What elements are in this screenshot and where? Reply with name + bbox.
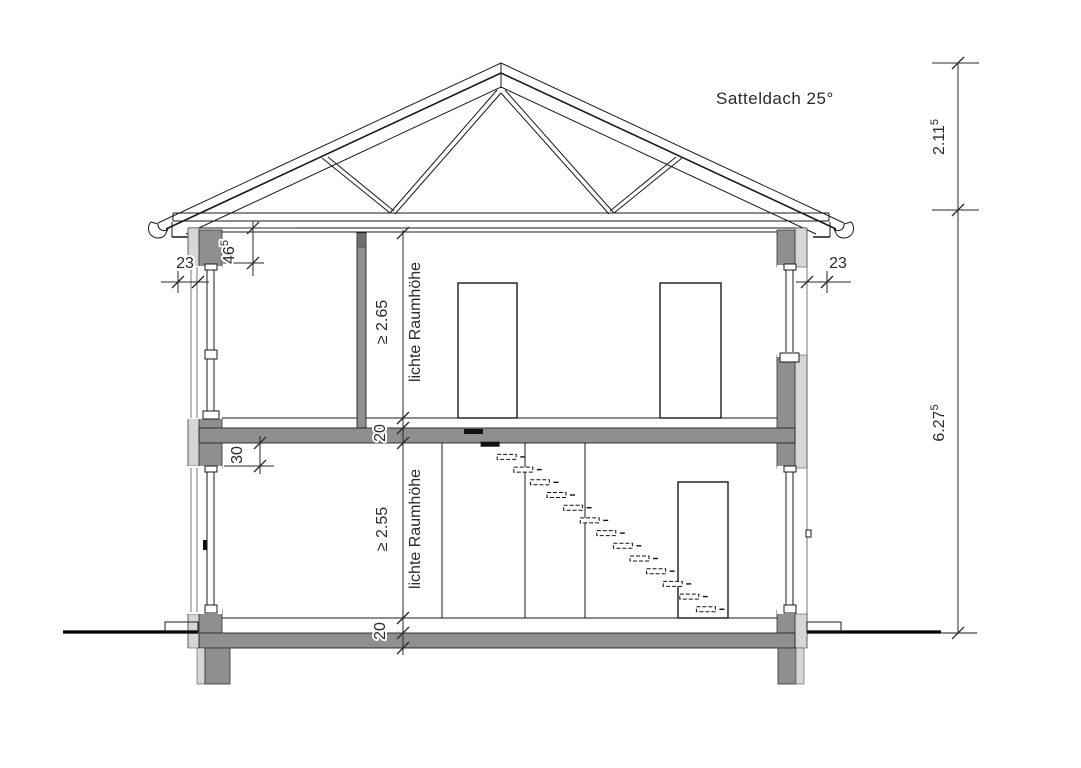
ground-slab — [199, 633, 795, 648]
left-foundation-outer — [197, 648, 205, 684]
stair-step — [464, 429, 483, 434]
stair-step — [514, 467, 533, 472]
dim-wall-right: 23 — [829, 255, 847, 272]
dimension-right-chain — [929, 57, 979, 639]
dim-slab-lower: 20 — [372, 622, 389, 640]
window-upper-right — [777, 264, 799, 362]
bottom-chord — [173, 213, 829, 228]
left-wall-insulation — [188, 418, 199, 466]
dim-clear-height-upper-caption: lichte Raumhöhe — [407, 261, 424, 383]
truss-webs — [322, 90, 682, 214]
stair-step — [630, 556, 649, 561]
window-handle-icon — [203, 540, 207, 550]
dim-slab-upper: 20 — [372, 424, 389, 442]
stair-step — [597, 531, 616, 536]
stair-step — [564, 505, 583, 510]
left-foundation — [205, 648, 230, 684]
right-foundation — [778, 648, 796, 684]
window-lower-right — [777, 466, 811, 614]
left-wall-lintel-upper — [199, 230, 222, 267]
dim-roof-height: 2.11$^5$ — [929, 118, 948, 156]
right-wall-insulation — [795, 355, 807, 468]
right-wall-insulation — [795, 228, 807, 267]
foundations — [197, 648, 804, 684]
stair-step — [497, 454, 516, 459]
stair-step — [696, 607, 715, 612]
dimension-lintel-upper — [219, 221, 296, 276]
stair-step — [481, 442, 500, 447]
stair-step — [613, 543, 632, 548]
gutter-right-icon — [813, 222, 854, 238]
stair-step — [663, 581, 682, 586]
stair-step — [647, 569, 666, 574]
roof-type-label: Satteldach 25° — [716, 89, 834, 108]
intermediate-slab — [199, 428, 795, 443]
gutter-left-icon — [148, 222, 189, 238]
dimensions — [161, 57, 979, 655]
dim-lintel-lower: 30 — [229, 446, 246, 464]
stair-step — [580, 518, 599, 523]
interior-wall-upper — [357, 233, 366, 428]
window-lower-left — [187, 466, 222, 614]
interior-wall-cap — [357, 233, 366, 247]
stair-step — [680, 594, 699, 599]
dim-lintel-upper: $46^5$ — [219, 240, 238, 264]
dim-wall-left: 23 — [176, 255, 194, 272]
right-wall-spandrel — [777, 355, 795, 468]
dim-clear-height-upper: ≥ 2.65 — [374, 299, 391, 345]
stair-step — [547, 493, 566, 498]
dim-total-height: 6.27$^5$ — [929, 404, 948, 442]
door-upper-left — [458, 283, 517, 418]
right-wall-lintel-upper — [777, 230, 795, 267]
right-wall-insulation — [795, 614, 807, 648]
dim-clear-height-lower: ≥ 2.55 — [374, 506, 391, 552]
rafter-bottom-line — [186, 87, 816, 234]
door-upper-right — [660, 283, 721, 418]
stair-step — [530, 480, 549, 485]
window-handle-icon — [806, 530, 811, 537]
right-foundation-outer — [796, 648, 804, 684]
dim-clear-height-lower-caption: lichte Raumhöhe — [407, 468, 424, 590]
